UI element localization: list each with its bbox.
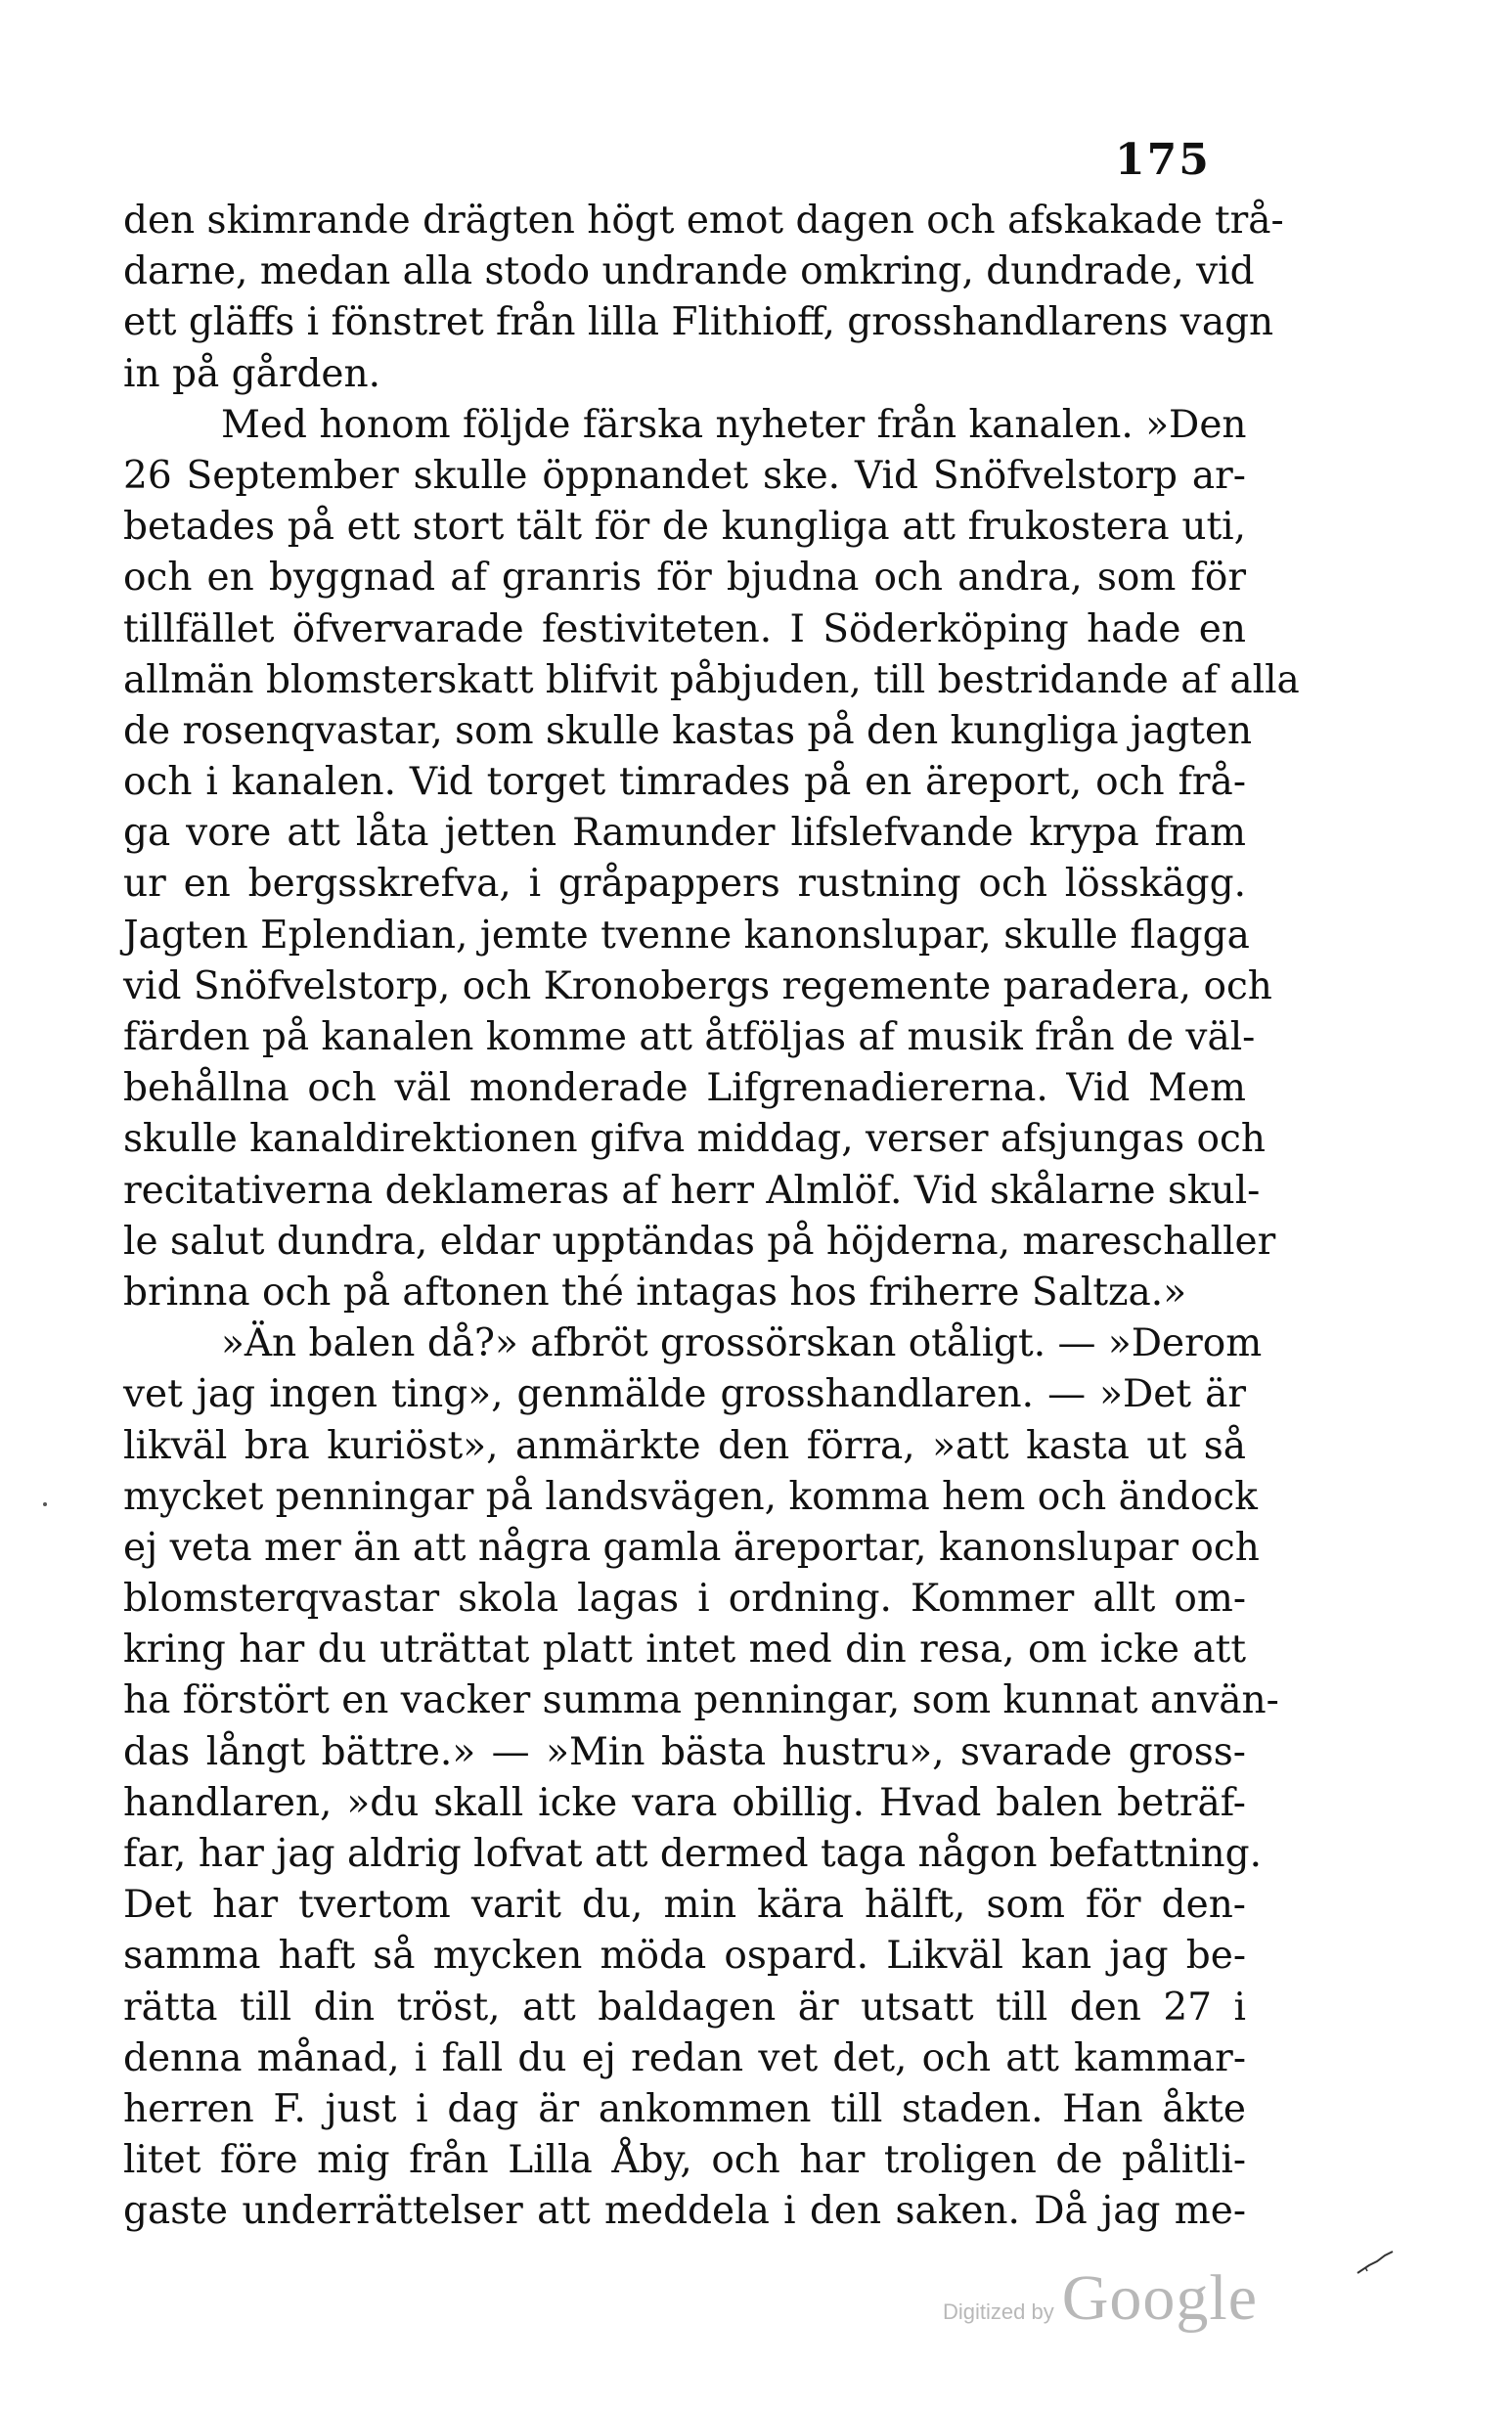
text-line: samma haft så mycken möda ospard. Likväl kan jag be-: [123, 1934, 1246, 1979]
text-line: litet före mig från Lilla Åby, och har troligen de pålitli-: [123, 2138, 1246, 2183]
text-line: le salut dundra, eldar upptändas på höjderna, mareschaller: [123, 1219, 1276, 1264]
text-line: in på gården.: [123, 351, 381, 396]
text-line: ur en bergsskrefva, i gråpappers rustning och lösskägg.: [123, 862, 1246, 907]
text-line: das långt bättre.» — »Min bästa hustru», svarade gross-: [123, 1729, 1246, 1774]
text-line: Med honom följde färska nyheter från kanalen. »Den: [221, 402, 1247, 447]
speck-mark: [43, 1502, 47, 1506]
text-line: kring har du uträttat platt intet med din resa, om icke att: [123, 1628, 1246, 1673]
text-line: Jagten Eplendian, jemte tvenne kanonslupar, skulle flagga: [123, 913, 1250, 958]
text-line: »Än balen då?» afbröt grossörskan otåligt. — »Derom: [221, 1321, 1263, 1366]
digitized-label: Digitized by: [943, 2299, 1054, 2324]
pen-mark-icon: [1356, 2248, 1395, 2277]
text-line: tillfället öfvervarade festiviteten. I Söderköping hade en: [123, 606, 1246, 651]
text-line: färden på kanalen komme att åtföljas af musik från de väl-: [123, 1015, 1256, 1059]
text-line: brinna och på aftonen thé intagas hos friherre Saltza.»: [123, 1270, 1187, 1315]
text-line: vet jag ingen ting», genmälde grosshandlaren. — »Det är: [123, 1372, 1246, 1417]
text-line: rätta till din tröst, att baldagen är utsatt till den 27 i: [123, 1985, 1246, 2030]
body-text: [123, 196, 1300, 2238]
digitized-footer: [943, 2261, 1258, 2336]
text-line: allmän blomsterskatt blifvit påbjuden, till bestridande af alla: [123, 657, 1300, 702]
text-line: och i kanalen. Vid torget timrades på en äreport, och frå-: [123, 760, 1246, 805]
text-line: far, har jag aldrig lofvat att dermed taga någon befattning.: [123, 1832, 1262, 1876]
text-line: ett gläffs i fönstret från lilla Flithioff, grosshandlarens vagn: [123, 300, 1274, 345]
text-line: blomsterqvastar skola lagas i ordning. Kommer allt om-: [123, 1577, 1246, 1622]
text-line: herren F. just i dag är ankommen till staden. Han åkte: [123, 2086, 1246, 2131]
text-line: och en byggnad af granris för bjudna och andra, som för: [123, 556, 1246, 601]
text-line: mycket penningar på landsvägen, komma hem och ändock: [123, 1474, 1258, 1519]
text-line: betades på ett stort tält för de kungliga att frukostera uti,: [123, 505, 1246, 550]
text-line: de rosenqvastar, som skulle kastas på den kungliga jagten: [123, 708, 1253, 753]
text-line: ga vore att låta jetten Ramunder lifslefvande krypa fram: [123, 811, 1246, 856]
text-line: recitativerna deklameras af herr Almlöf. Vid skålarne skul-: [123, 1168, 1261, 1213]
text-line: ej veta mer än att några gamla äreportar, kanonslupar och: [123, 1525, 1260, 1570]
text-line: likväl bra kuriöst», anmärkte den förra, »att kasta ut så: [123, 1423, 1246, 1468]
text-line: ha förstört en vacker summa penningar, som kunnat använ-: [123, 1678, 1279, 1723]
text-line: skulle kanaldirektionen gifva middag, verser afsjungas och: [123, 1117, 1266, 1162]
text-line: Det har tvertom varit du, min kära hälft, som för den-: [123, 1883, 1246, 1928]
text-line: den skimrande drägten högt emot dagen och afskakade trå-: [123, 199, 1284, 243]
text-line: denna månad, i fall du ej redan vet det, och att kammar-: [123, 2035, 1246, 2080]
text-line: 26 September skulle öppnandet ske. Vid Snöfvelstorp ar-: [123, 453, 1246, 498]
text-line: behållna och väl monderade Lifgrenadiererna. Vid Mem: [123, 1066, 1246, 1111]
text-line: gaste underrättelser att meddela i den saken. Då jag me-: [123, 2189, 1246, 2234]
page-number: 175: [1115, 135, 1211, 185]
google-logo: Google: [1061, 2262, 1259, 2334]
text-line: handlaren, »du skall icke vara obillig. Hvad balen beträf-: [123, 1780, 1246, 1825]
text-line: darne, medan alla stodo undrande omkring, dundrade, vid: [123, 249, 1255, 294]
text-line: vid Snöfvelstorp, och Kronobergs regemente paradera, och: [123, 963, 1272, 1008]
